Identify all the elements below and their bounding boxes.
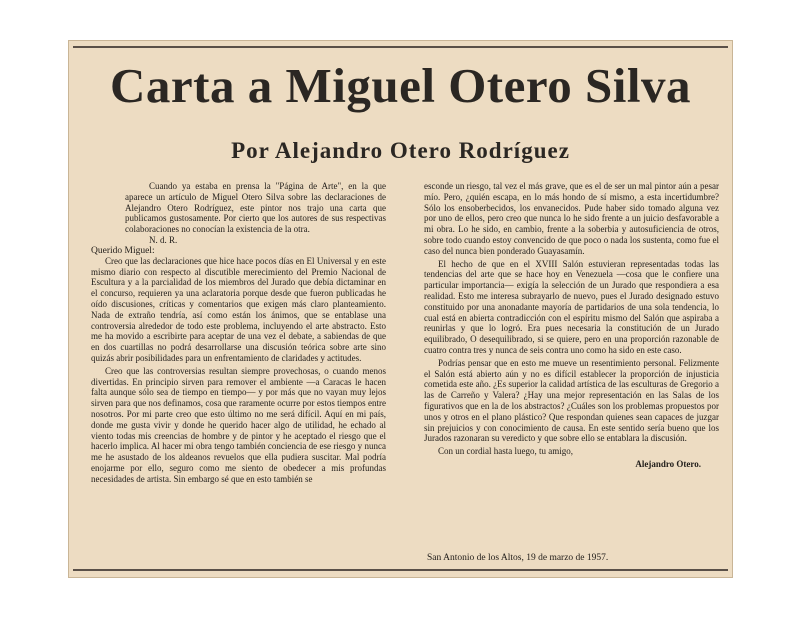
letter-greeting: Querido Miguel: (91, 245, 155, 256)
signature: Alejandro Otero. (635, 458, 701, 469)
right-column (424, 181, 719, 470)
newspaper-clipping (68, 40, 733, 578)
paragraph: Creo que las declaraciones que hice hace pocos días en El Universal y en este mismo diario con respecto al discutible merecimiento del Premio Nacional de Escultura y a la parcialidad de los miembros del Jurado que debía dictaminar en el concurso, requieren ya una aclaratoria porque desde que fueron publicadas he oído discusiones, críticas y comentarios que exigen más claro planteamiento. Nada de extraño tendría, así como están los ánimos, que se entablase una controversia alrededor de todo este problema, incluyendo el arte abstracto. Esto me ha movido a escribirte para aceptar de una vez el debate, a sabiendas de que en dos cuartillas no podrá desarrollarse una discusión teórica sobre arte sino quizás abrir posibilidades para un enfrentamiento de claridades y actitudes. (91, 255, 386, 363)
left-body (91, 256, 386, 485)
paragraph: Podrías pensar que en esto me mueve un resentimiento personal. Felizmente el Salón está abierto aún y no es difícil establecer la proporción de injusticia cometida este año. ¿Es superior la calidad artística de las esculturas de Gregorio a las de Carreño y Valera? ¿Hay una mejor representación en las Salas de los figurativos que en la de los abstractos? ¿Cuáles son los problemas propuestos por unos y otros en el plano plástico? Que respondan quienes sean capaces de juzgar sin prejuicios y con conocimiento de causa. En este sentido sería bueno que los Jurados razonaran su veredicto y que sobre ello se entablara la discusión. (424, 357, 719, 444)
paragraph: El hecho de que en el XVIII Salón estuvieran representadas todas las tendencias del arte que se hace hoy en Venezuela —cosa que le confiere una particular importancia— exigía la selección de un Jurado que respondiera a esa realidad. Esto me interesa subrayarlo de nuevo, pues el Jurado designado estuvo constituido por una anonadante mayoría de partidarios de una sola tendencia, lo cual está en abierta contradicción con el espíritu mismo del Salón que aspiraba a reunirlas y que lo logró. Era pues necesaria la constitución de un Jurado equilibrado, O desequilibrado, si se quiere, pero en una proporción razonable de cuatro contra tres y nunca de seis contra uno como ha sido en este caso. (424, 258, 719, 355)
editor-note-sign: N. d. R. (149, 234, 178, 245)
paragraph: esconde un riesgo, tal vez el más grave, que es el de ser un mal pintor aún a pesar mío. Pero, ¿quién escapa, en lo más hondo de sí mismo, a esta incertidumbre? Sólo los ensoberbecidos, los envanecidos. Pude haber sido tomado alguna vez por uno de ellos, pero creo que nunca lo he sido frente a un juicio desfavorable a mi obra. Lo he sido, en cambio, frente a la soberbia y autosuficiencia de otros, sobre todo cuando estoy convencido de que poco o nada los sustenta, como fue el caso del nunca bien ponderado Guayasamín. (424, 181, 719, 256)
dateline: San Antonio de los Altos, 19 de marzo de 1957. (427, 553, 609, 563)
top-rule (73, 46, 728, 48)
paragraph: Con un cordial hasta luego, tu amigo, (438, 446, 573, 457)
editor-note-text: Cuando ya estaba en prensa la "Página de Arte", en la que aparece un artículo de Miguel Otero Silva sobre las declaraciones de Alejandro Otero Rodríguez, este pintor nos trajo una carta que publicamos gustosamente. Por cierto que los autores de sus respectivas colaboraciones no conocían la existencia de la otra. (125, 181, 386, 235)
editor-note (91, 181, 386, 246)
bottom-rule (73, 569, 728, 571)
article-title: Carta a Miguel Otero Silva (110, 58, 691, 113)
left-column (91, 181, 386, 485)
article-byline: Por Alejandro Otero Rodríguez (231, 138, 570, 163)
paragraph: Creo que las controversias resultan siempre provechosas, o cuando menos divertidas. En principio sirven para remover el ambiente —a Caracas le hacen falta aunque sólo sea de tiempo en tiempo— y por más que no vayan muy lejos sirven para que nos definamos, cosa que raramente ocurre por estos tiempos entre nosotros. Por mi parte creo que esto último no me será difícil. Aquí en mi país, donde me gusta vivir y donde he querido hacer algo de utilidad, he echado al viento todas mis creencias de hombre y de pintor y he aceptado el riesgo que el hacerlo implica. Al hacer mi obra tengo también conciencia de ese riesgo y nunca me he asustado de los aldeanos revuelos que ella pudiera suscitar. Mal podría enojarme por ello, seguro como me siento de obedecer a mis profundas necesidades de artista. Sin embargo sé que en esto también se (91, 365, 386, 484)
right-body (424, 181, 719, 470)
